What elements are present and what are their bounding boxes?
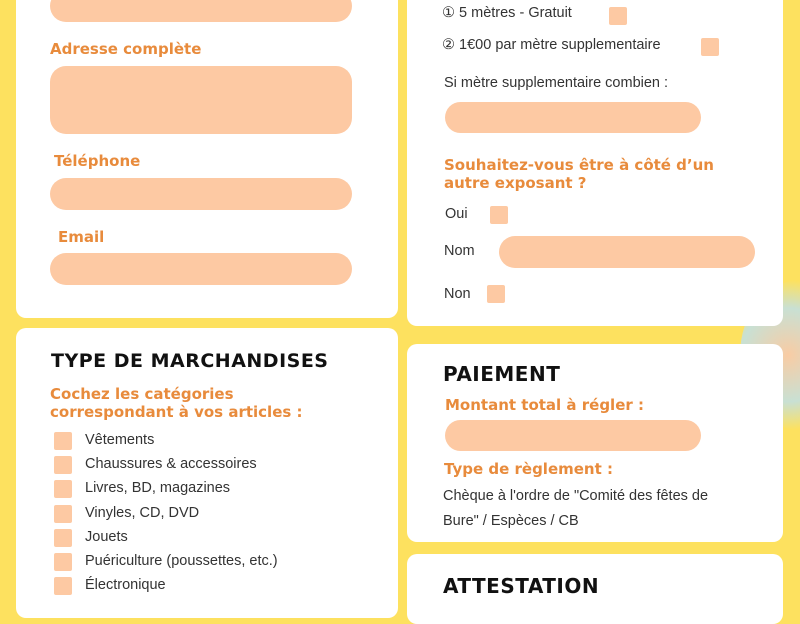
category-label: Puériculture (poussettes, etc.)	[85, 553, 278, 569]
phone-label: Téléphone	[54, 152, 141, 170]
option-5m-label: ① 5 mètres - Gratuit	[442, 5, 572, 21]
method-label: Type de règlement :	[444, 460, 613, 478]
category-label: Chaussures & accessoires	[85, 456, 257, 473]
category-label: Jouets	[85, 528, 128, 545]
no-checkbox[interactable]	[487, 285, 505, 303]
attestation-card	[407, 554, 783, 624]
yes-label: Oui	[445, 206, 468, 222]
category-list	[54, 430, 384, 620]
amount-label: Montant total à régler :	[445, 396, 644, 414]
neighbour-name-field[interactable]	[499, 236, 755, 268]
neighbour-question-line1: Souhaitez-vous être à côté d’un	[444, 156, 714, 174]
amount-field[interactable]	[445, 420, 701, 451]
category-item[interactable]	[54, 430, 384, 452]
payment-card	[407, 344, 783, 542]
phone-field[interactable]	[50, 178, 352, 210]
category-checkbox[interactable]	[54, 529, 72, 547]
metrage-card	[407, 0, 783, 326]
extra-meters-question: Si mètre supplementaire combien :	[444, 75, 669, 91]
email-field[interactable]	[50, 253, 352, 285]
email-label: Email	[58, 228, 105, 246]
no-label: Non	[444, 286, 471, 302]
option-5m-checkbox[interactable]	[609, 7, 627, 25]
option-extra-label: ② 1€00 par mètre supplementaire	[442, 37, 661, 53]
contact-card	[16, 0, 398, 318]
category-item[interactable]	[54, 478, 384, 500]
merchandise-card	[16, 328, 398, 618]
neighbour-question-line2: autre exposant ?	[444, 174, 587, 192]
category-checkbox[interactable]	[54, 456, 72, 474]
category-item[interactable]	[54, 575, 384, 597]
category-item[interactable]	[54, 454, 384, 476]
yes-checkbox[interactable]	[490, 206, 508, 224]
category-checkbox[interactable]	[54, 577, 72, 595]
category-checkbox[interactable]	[54, 432, 72, 450]
merchandise-title: TYPE DE MARCHANDISES	[51, 350, 329, 372]
category-checkbox[interactable]	[54, 553, 72, 571]
category-label: Livres, BD, magazines	[85, 480, 231, 497]
category-label: Électronique	[85, 577, 166, 594]
payment-title: PAIEMENT	[443, 362, 561, 386]
extra-meters-field[interactable]	[445, 102, 701, 133]
option-extra-checkbox[interactable]	[701, 38, 719, 56]
method-text-line2: Bure" / Espèces / CB	[443, 513, 579, 529]
merchandise-instruction-line2: correspondant à vos articles :	[50, 403, 303, 421]
neighbour-name-label: Nom	[444, 243, 475, 259]
name-field[interactable]	[50, 0, 352, 22]
category-label: Vinyles, CD, DVD	[85, 504, 200, 521]
address-field[interactable]	[50, 66, 352, 134]
category-checkbox[interactable]	[54, 505, 72, 523]
category-checkbox[interactable]	[54, 480, 72, 498]
category-item[interactable]	[54, 503, 384, 525]
address-label: Adresse complète	[50, 40, 202, 58]
category-label: Vêtements	[85, 432, 155, 448]
method-text-line1: Chèque à l'ordre de "Comité des fêtes de	[443, 488, 709, 504]
attestation-title: ATTESTATION	[443, 574, 600, 598]
merchandise-instruction-line1: Cochez les catégories	[50, 385, 234, 403]
category-item[interactable]	[54, 551, 384, 573]
category-item[interactable]	[54, 527, 384, 549]
